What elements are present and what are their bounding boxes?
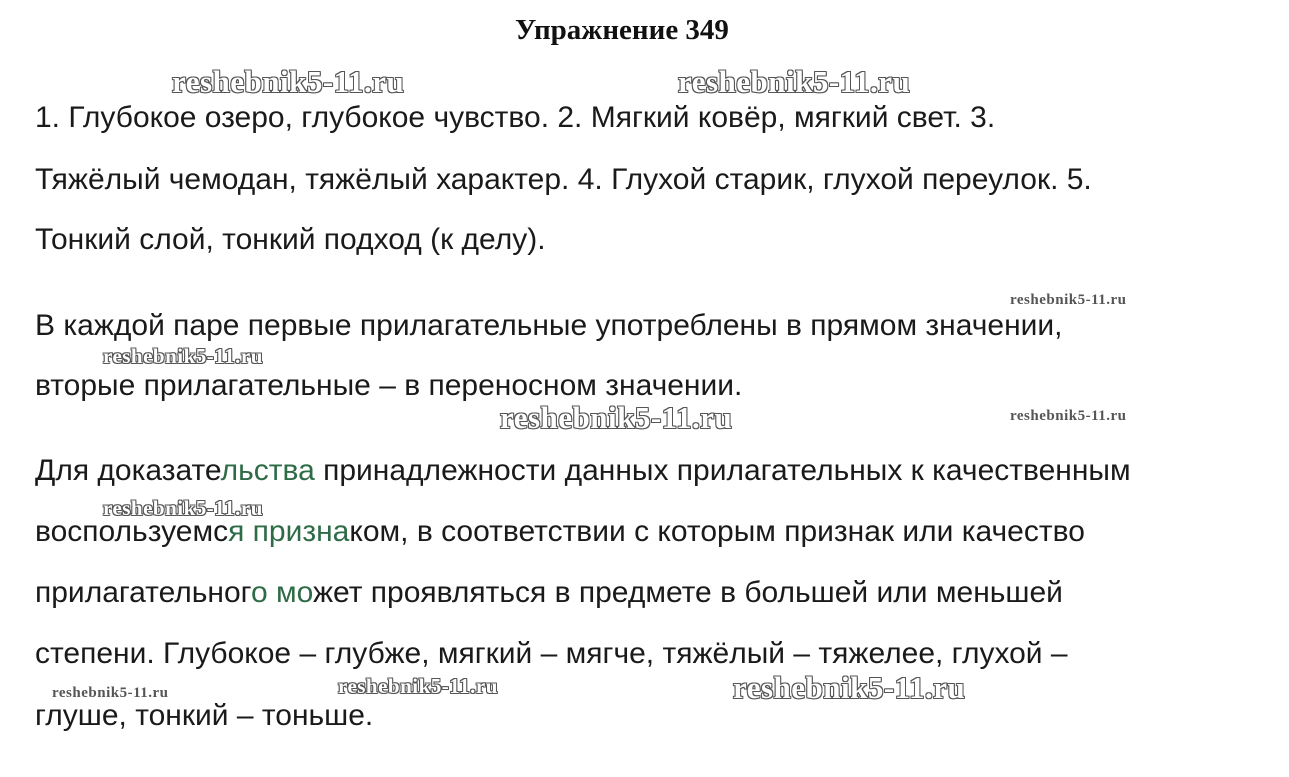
text-line: вторые прилагательные – в переносном значении.	[35, 369, 743, 402]
text-line: глуше, тонкий – тоньше.	[35, 699, 374, 732]
text-segment: принадлежности данных прилагательных к качественным	[314, 454, 1131, 487]
text-segment: я призна	[228, 515, 350, 548]
text-segment: о мо	[250, 576, 313, 609]
text-line: В каждой паре первые прилагательные употреблены в прямом значении,	[35, 309, 1063, 342]
watermark: reshebnik5-11.ru	[172, 64, 405, 99]
text-line: 1. Глубокое озеро, глубокое чувство. 2. Мягкий ковёр, мягкий свет. 3.	[35, 101, 996, 134]
text-segment: льства	[220, 454, 315, 487]
watermark: reshebnik5-11.ru	[1010, 292, 1127, 308]
text-segment: ком, в соответствии с которым признак или качество	[349, 515, 1085, 548]
text-line: Тонкий слой, тонкий подход (к делу).	[35, 223, 546, 256]
text-line	[35, 514, 1085, 550]
text-segment: жет проявляться в предмете в большей или меньшей	[312, 576, 1063, 609]
text-line	[35, 453, 1131, 489]
watermark: reshebnik5-11.ru	[733, 670, 966, 705]
watermark: reshebnik5-11.ru	[103, 344, 263, 368]
watermark: reshebnik5-11.ru	[1010, 408, 1127, 424]
watermark: reshebnik5-11.ru	[52, 685, 169, 701]
text-segment: Для доказате	[35, 454, 221, 487]
text-segment: воспользуемс	[35, 515, 229, 548]
text-line: Тяжёлый чемодан, тяжёлый характер. 4. Глухой старик, глухой переулок. 5.	[35, 163, 1092, 196]
watermark: reshebnik5-11.ru	[338, 674, 498, 698]
watermark: reshebnik5-11.ru	[500, 400, 733, 435]
watermark: reshebnik5-11.ru	[678, 64, 911, 99]
text-line: степени. Глубокое – глубже, мягкий – мягче, тяжёлый – тяжелее, глухой –	[35, 637, 1068, 670]
text-segment: прилагательног	[35, 576, 251, 609]
watermark: reshebnik5-11.ru	[103, 496, 263, 520]
text-line	[35, 575, 1063, 611]
exercise-title: Упражнение 349	[515, 14, 729, 46]
